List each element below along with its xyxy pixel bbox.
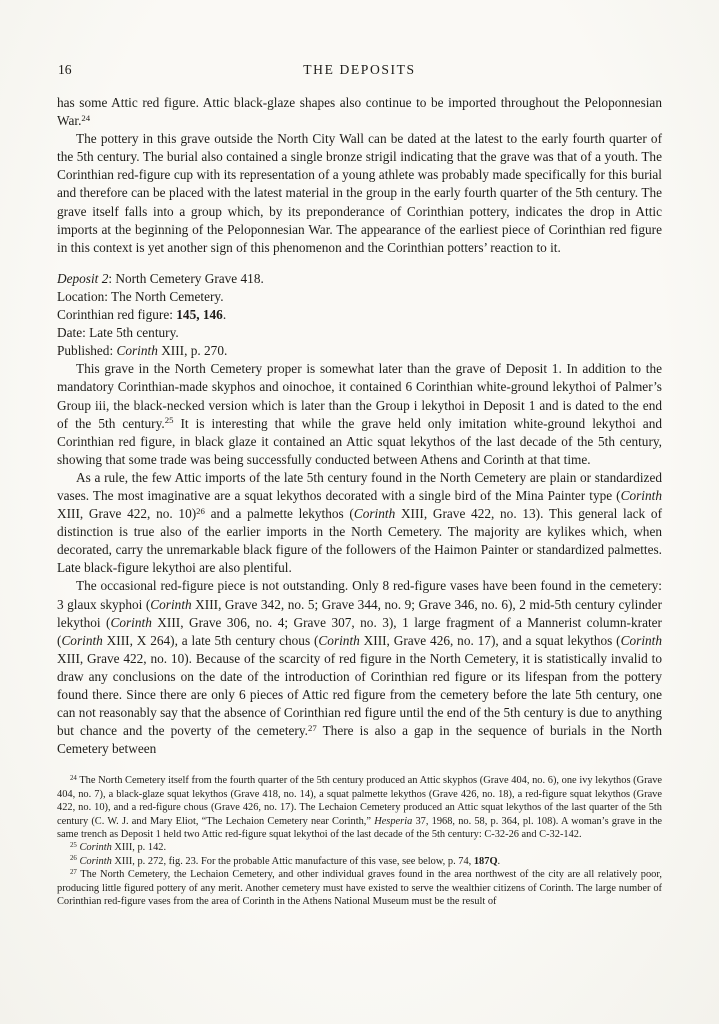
paragraph: The occasional red-figure piece is not outstanding. Only 8 red-figure vases have been found in the cemetery: 3 glaux skyphoi (Corinth XIII, Grave 342, no. 5; Grave 344, no. 9; Grave 346, no. 6), 2 mid-5th century cylinder lekythoi (Corinth XIII, Grave 306, no. 4; Grave 307, no. 3), 1 large fragment of a Mannerist column-krater (Corinth XIII, X 264), a late 5th century chous (Corinth XIII, Grave 426, no. 17), and a squat lekythos (Corinth XIII, Grave 422, no. 10). Because of the scarcity of red figure in the North Cemetery, it is statistically invalid to draw any conclusions on the date of the introduction of Corinthian red figure or its lifespan from the pottery found there. Since there are only 6 pieces of Attic red figure from the cemetery before the late 5th century, one can not reasonably say that the absence of Corinthian red figure until the end of the 5th century is due to anything but chance and the poverty of the cemetery.$^{27}$ There is also a gap in the sequence of burials in the North Cemetery between (57, 578, 663, 757)
page-number: 16 (58, 62, 72, 77)
page-header (57, 62, 662, 81)
deposit-published-line: Published: Corinth XIII, p. 270. (57, 343, 228, 359)
deposit-location-line: Location: The North Cemetery. (57, 288, 224, 304)
deposit-heading-block (57, 270, 662, 360)
footnote-24: $^{24}$ The North Cemetery itself from the fourth quarter of the 5th century produced an Attic skyphos (Grave 404, no. 6), one ivy lekythos (Grave 404, no. 7), a black-glaze squat lekythos (Grave 418, no. 14), a squat palmette lekythos (Grave 426, no. 18), a red-figure squat lekythos (Grave 422, no. 10), and a red-figure chous (Grave 426, no. 17). The Lechaion Cemetery produced an Attic squat lekythos of the last quarter of the 5th century (C. W. J. and Mary Eliot, “The Lechaion Cemetery near Corinth,” Hesperia 37, 1968, no. 58, p. 364, pl. 108). A woman’s grave in the same trench as Deposit 1 held two Attic red-figure squat lekythoi of the last decade of the 5th century: C-32-26 and C-32-142. (57, 774, 663, 840)
deposit-title-line: Deposit 2: North Cemetery Grave 418. (57, 270, 264, 286)
deposit-date-line: Date: Late 5th century. (57, 325, 179, 341)
footnote-25: $^{25}$ Corinth XIII, p. 142. (70, 841, 167, 854)
deposit-catalog-line: Corinthian red figure: 145, 146. (57, 307, 227, 323)
paragraph: As a rule, the few Attic imports of the late 5th century found in the North Cemetery are plain or standardized vases. The most imaginative are a squat lekythos decorated with a single bird of the Mina Painter type (Corinth XIII, Grave 422, no. 10)$^{26}$ and a palmette lekythos (Corinth XIII, Grave 422, no. 13). This general lack of distinction is true also of the earlier imports in the North Cemetery. The majority are kylikes which, when decorated, carry the unremarkable black figure of the followers of the Haimon Painter or standardized palmettes. Late black-figure lekythoi are also plentiful. (57, 469, 662, 576)
footnote-27: $^{27}$ The North Cemetery, the Lechaion Cemetery, and other individual graves found in the area northwest of the city are all relatively poor, producing little figured pottery of any merit. Another cemetery must have existed to serve the wealthier citizens of Corinth. The large number of Corinthian red-figure vases from the area of Corinth in the Athens National Museum must be the result of (57, 868, 662, 908)
running-title: THE DEPOSITS (303, 62, 416, 77)
paragraph: This grave in the North Cemetery proper is somewhat later than the grave of Deposit 1. In addition to the mandatory Corinthian-made skyphos and oinochoe, it contained 6 Corinthian white-ground lekythoi of Palmer’s Group iii, the black-necked version which is later than the Group i lekythoi in Deposit 1 and is dated to the end of the 5th century.$^{25}$ It is interesting that while the grave held only imitation white-ground lekythoi and Corinthian red figure, in black glaze it contained an Attic squat lekythos of the last decade of the 5th century, showing that some trade was being successfully conducted between Athens and Corinth at that time. (57, 361, 662, 467)
footnote-26: $^{26}$ Corinth XIII, p. 272, fig. 23. For the probable Attic manufacture of this vase, see below, p. 74, 187Q. (70, 855, 501, 867)
paragraph-continuation: has some Attic red figure. Attic black-glaze shapes also continue to be imported throughout the Peloponnesian War.$^{24}$ (57, 95, 662, 129)
footnotes (57, 774, 662, 908)
body-text (57, 94, 662, 758)
paragraph: The pottery in this grave outside the North City Wall can be dated at the latest to the early fourth quarter of the 5th century. The burial also contained a single bronze strigil indicating that the grave was that of a youth. The Corinthian red-figure cup with its representation of a young athlete was probably made specifically for this burial and therefore can be placed with the latest material in the group in the early fourth quarter of the 5th century. The grave itself falls into a group which, by its preponderance of Corinthian pottery, indicates the drop in Attic imports at the beginning of the Peloponnesian War. The appearance of the earliest piece of Corinthian red figure in this context is yet another sign of this phenomenon and the Corinthian potters’ reaction to it. (57, 131, 662, 255)
